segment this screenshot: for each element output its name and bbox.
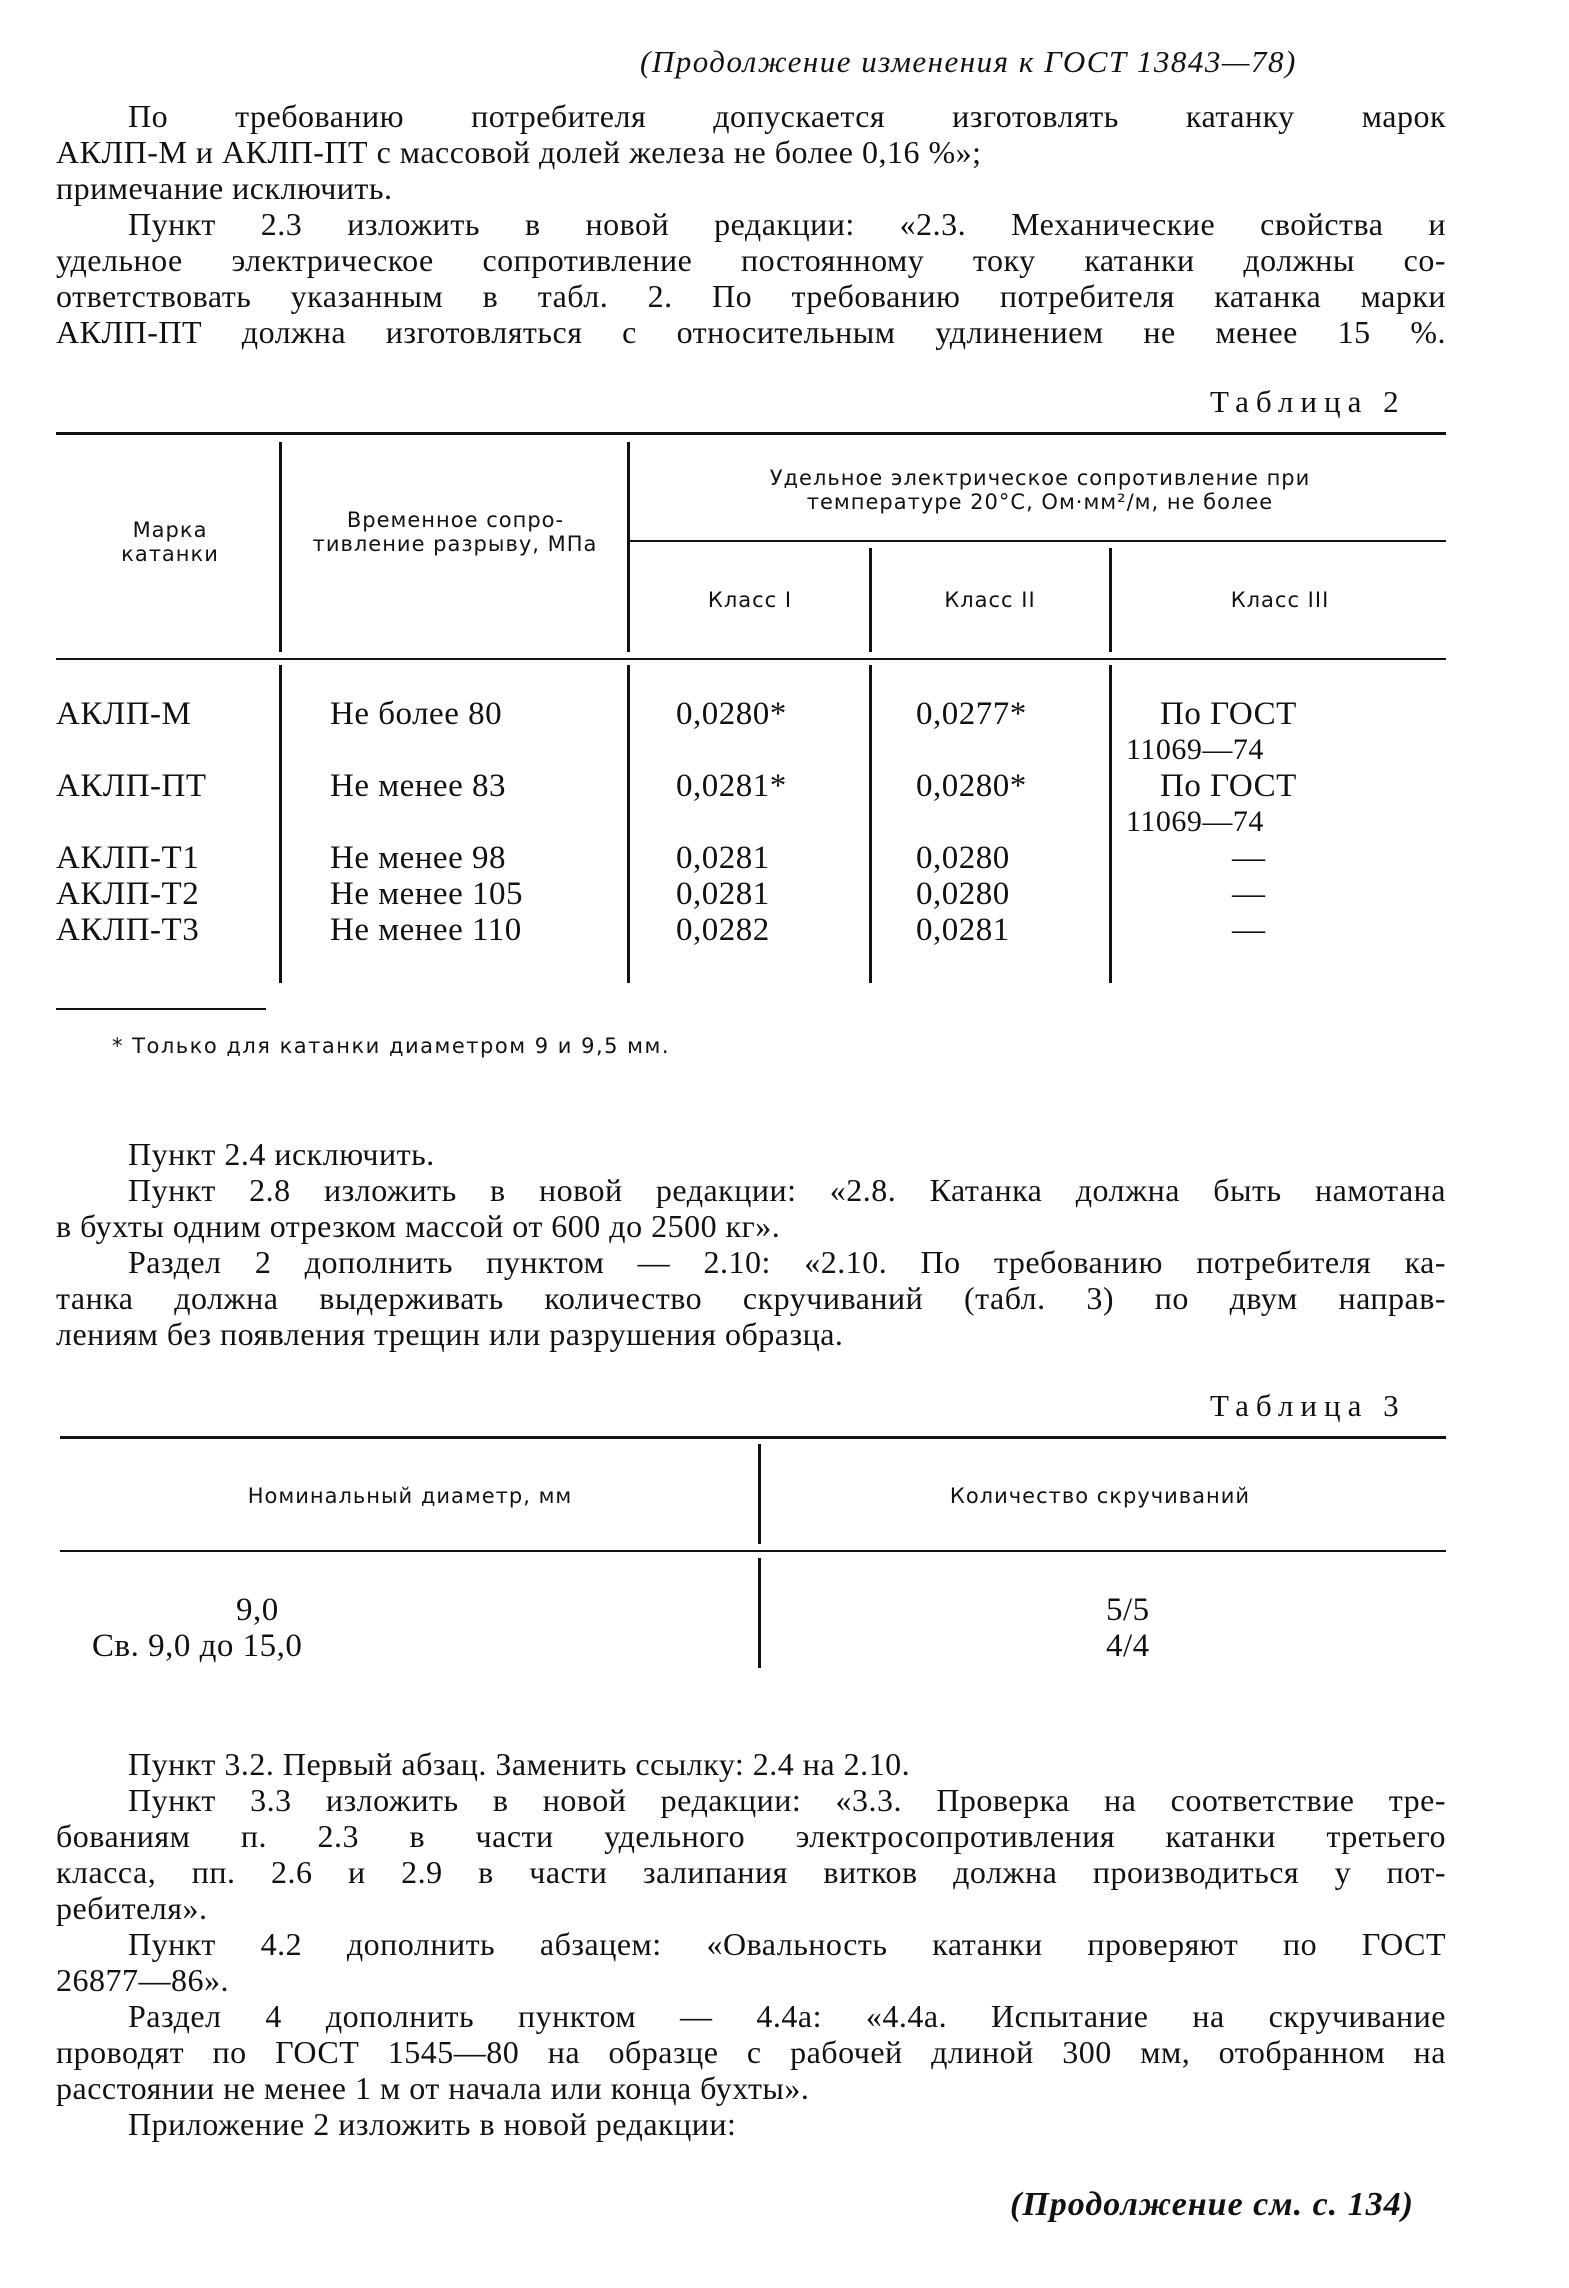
table2-cell-strength: Не более 80 [330,696,503,732]
page-header: (Продолжение изменения к ГОСТ 13843—78) [640,44,1297,79]
table2-cell-class1: 0,0281* [676,768,787,804]
table2-cell-class3: — [1232,912,1266,948]
table2-header-strength: Временное сопротивление разрыву, МПа [312,508,598,556]
middle-paragraphs [56,1136,1446,1352]
table2-cell-strength: Не менее 83 [330,768,506,804]
text-line: 26877—86». [56,1962,229,1998]
table2-divider [869,548,872,652]
table3-cell-twists: 5/5 [1106,1592,1150,1628]
table2-header-grade: Марка катанки [121,518,219,566]
text-line: АКЛП-М и АКЛП-ПТ с массовой долей железа не более 0,16 %»; [56,134,982,170]
table2-footnote: * Только для катанки диаметром 9 и 9,5 мм. [112,1034,671,1058]
table3-top-rule [60,1436,1446,1439]
text-line: Пункт 2.3 изложить в новой редакции: «2.3. Механические свойства и [128,206,1446,242]
table2-cell-class1: 0,0282 [676,912,770,948]
table2-cell-class3: 11069—74 [1126,733,1264,766]
table3-header-rule [60,1550,1446,1552]
table2-cell-class2: 0,0280 [916,840,1010,876]
table2-cell-grade: АКЛП-Т1 [56,840,200,876]
table2-cell-class3: — [1232,876,1266,912]
table2-cell-grade: АКЛП-ПТ [56,768,207,804]
text-line: ответствовать указанным в табл. 2. По требованию потребителя катанка марки [56,278,1446,314]
table2-cell-grade: АКЛП-Т3 [56,912,200,948]
table2-cell-class2: 0,0281 [916,912,1010,948]
intro-paragraph [56,98,1446,206]
text-line: в бухты одним отрезком массой от 600 до 2500 кг». [56,1208,781,1244]
page-footer: (Продолжение см. с. 134) [1010,2186,1414,2223]
table2-cell-class3: По ГОСТ [1160,696,1297,732]
table3-divider [758,1444,761,1544]
text-line: АКЛП-ПТ должна изготовляться с относительным удлинением не менее 15 %. [56,314,1446,350]
table2-divider [1109,548,1112,652]
table2-cell-class1: 0,0281 [676,840,770,876]
table2-divider [627,665,630,983]
table2-divider [279,442,282,652]
table3-cell-twists: 4/4 [1106,1628,1150,1664]
table2-cell-class1: 0,0280* [676,696,787,732]
text-line: Пункт 2.4 исключить. [128,1136,435,1172]
text-line: Пункт 4.2 дополнить абзацем: «Овальность катанки проверяют по ГОСТ [128,1926,1446,1962]
table2-cell-class1: 0,0281 [676,876,770,912]
text-line: По требованию потребителя допускается изготовлять катанку марок [128,98,1446,134]
table2-sub-rule [630,540,1446,542]
table2-cell-class3: — [1232,840,1266,876]
text-line: бованиям п. 2.3 в части удельного электросопротивления катанки третьего [56,1818,1446,1854]
table2-cell-strength: Не менее 105 [330,876,523,912]
table2-header-resistivity: Удельное электрическое сопротивление при температуре 20°С, Ом·мм²/м, не более [769,466,1311,514]
text-line: расстоянии не менее 1 м от начала или конца бухты». [56,2070,810,2106]
table2-caption: Таблица 2 [1210,384,1406,419]
table2-header-class3: Класс III [1230,588,1330,612]
table2-cell-class2: 0,0280* [916,768,1027,804]
table3-header-twists: Количество скручиваний [949,1484,1251,1508]
text-line: Пункт 2.8 изложить в новой редакции: «2.8. Катанка должна быть намотана [128,1172,1446,1208]
table2-header-class1: Класс I [707,588,793,612]
table3-caption: Таблица 3 [1210,1388,1406,1423]
table2-header-class2: Класс II [944,588,1036,612]
table2-top-rule [56,432,1446,435]
table2-cell-class2: 0,0280 [916,876,1010,912]
table2-divider [869,665,872,983]
table2-header-rule [56,658,1446,660]
table2-cell-class2: 0,0277* [916,696,1027,732]
text-line: танка должна выдерживать количество скручиваний (табл. 3) по двум направ- [56,1280,1446,1316]
text-line: Пункт 3.3 изложить в новой редакции: «3.3. Проверка на соответствие тре- [128,1782,1446,1818]
text-line: Пункт 3.2. Первый абзац. Заменить ссылку: 2.4 на 2.10. [128,1746,911,1782]
table2-divider [1109,665,1112,983]
paragraph-2-3 [56,206,1446,350]
text-line: примечание исключить. [56,170,393,206]
text-line: лениям без появления трещин или разрушения образца. [56,1316,844,1352]
text-line: проводят по ГОСТ 1545—80 на образце с рабочей длиной 300 мм, отобранном на [56,2034,1446,2070]
table2-divider [279,665,282,983]
text-line: Раздел 4 дополнить пунктом — 4.4а: «4.4а. Испытание на скручивание [128,1998,1446,2034]
table3-divider [758,1558,761,1668]
text-line: ребителя». [56,1890,208,1926]
text-line: Раздел 2 дополнить пунктом — 2.10: «2.10. По требованию потребителя ка- [128,1244,1446,1280]
footnote-rule [56,1008,266,1010]
text-line: класса, пп. 2.6 и 2.9 в части залипания витков должна производиться у пот- [56,1854,1446,1890]
text-line: Приложение 2 изложить в новой редакции: [128,2106,737,2142]
text-line: удельное электрическое сопротивление постоянному току катанки должны со- [56,242,1446,278]
table2-divider [627,442,630,652]
table3-cell-diameter: 9,0 [236,1592,279,1628]
table2-cell-class3: 11069—74 [1126,805,1264,838]
table3-cell-diameter: Св. 9,0 до 15,0 [92,1628,303,1664]
table2-cell-strength: Не менее 98 [330,840,506,876]
table2-cell-grade: АКЛП-М [56,696,192,732]
table3-header-diameter: Номинальный диаметр, мм [247,1484,573,1508]
tail-paragraphs [56,1746,1446,2142]
table2-cell-grade: АКЛП-Т2 [56,876,200,912]
table2-cell-strength: Не менее 110 [330,912,522,948]
table2-cell-class3: По ГОСТ [1160,768,1297,804]
